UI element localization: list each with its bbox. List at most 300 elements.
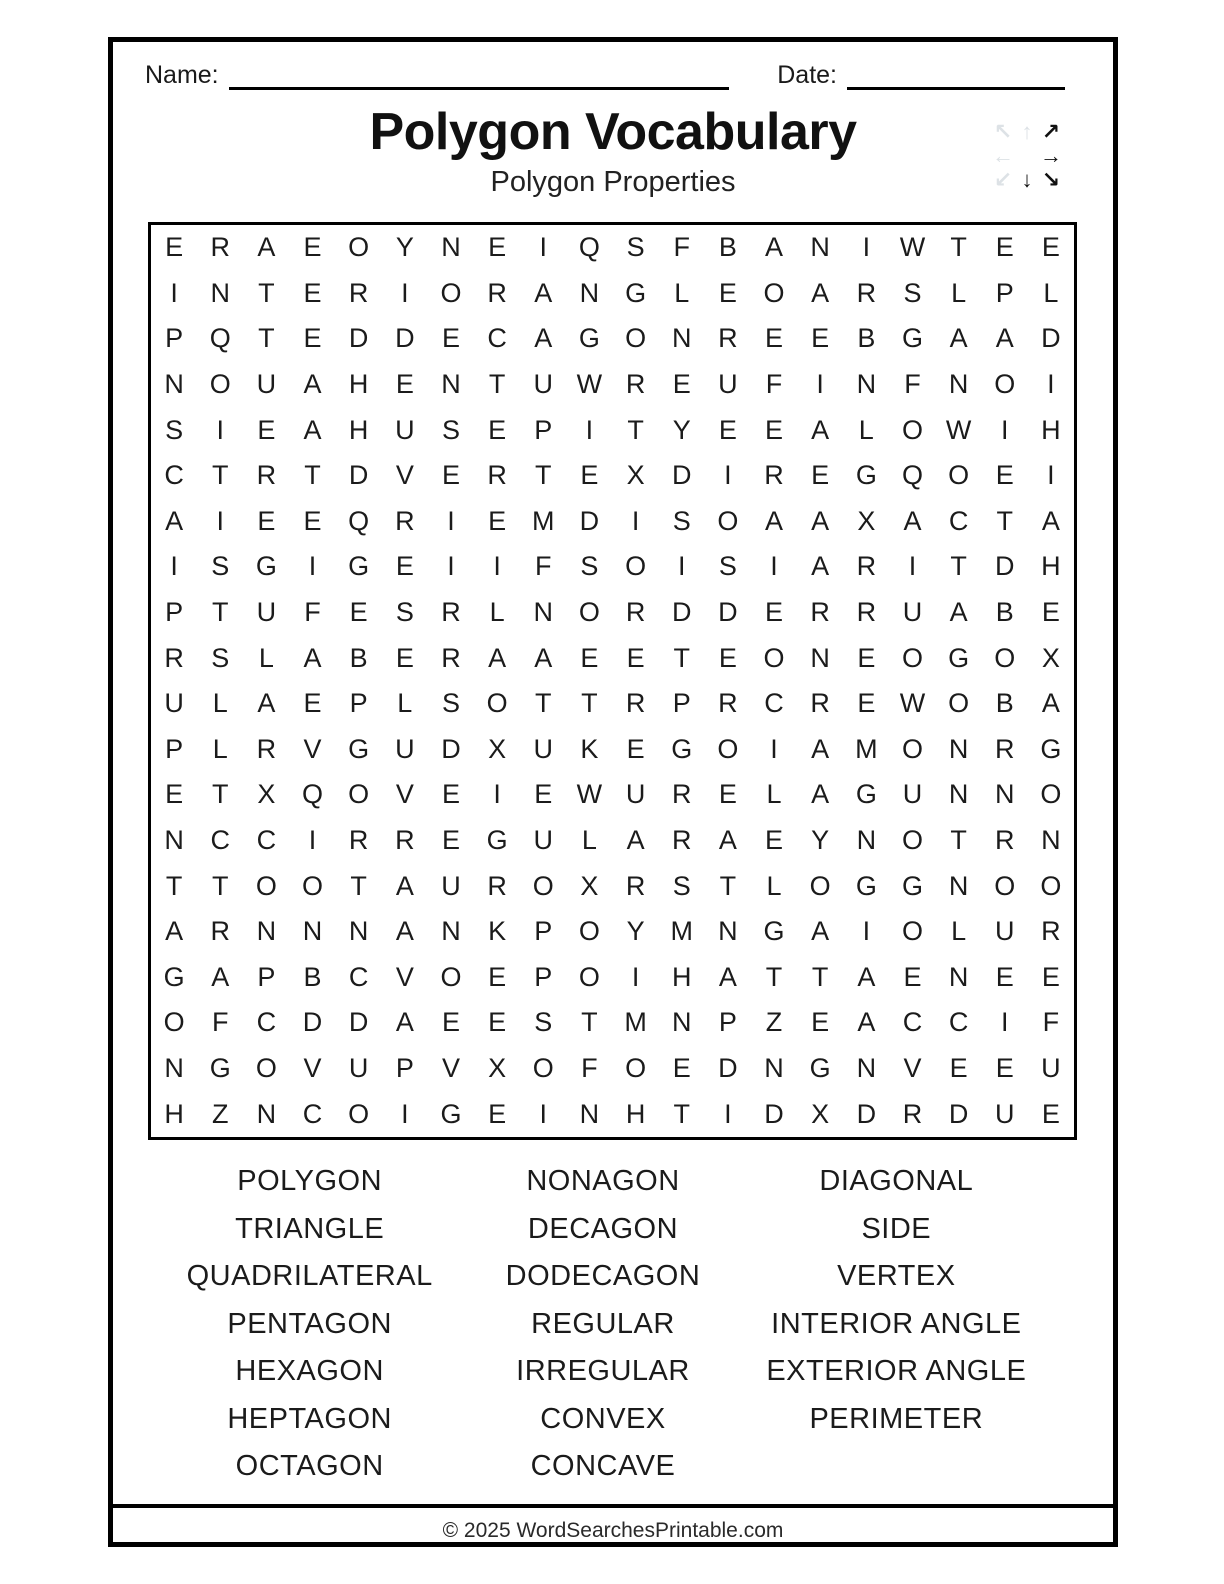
grid-letter: X: [1041, 642, 1060, 673]
arrow-left-icon: ←: [992, 143, 1014, 168]
grid-letter: A: [811, 916, 830, 947]
grid-letter: N: [441, 916, 461, 947]
grid-letter: E: [811, 323, 830, 354]
grid-letter: H: [348, 414, 369, 445]
grid-letter: C: [256, 825, 277, 856]
grid-letter: E: [1041, 232, 1060, 263]
grid-letter: S: [534, 1007, 553, 1038]
word-list-item: REGULAR: [531, 1307, 675, 1340]
grid-letter: O: [901, 733, 923, 764]
grid-letter: I: [447, 505, 455, 536]
grid-letter: N: [302, 916, 323, 947]
grid-letter: R: [671, 825, 692, 856]
grid-letter: F: [765, 369, 783, 400]
grid-letter: A: [857, 1007, 876, 1038]
grid-letter: E: [718, 277, 737, 308]
grid-letter: P: [672, 688, 691, 719]
word-list-item: HEPTAGON: [227, 1402, 392, 1435]
grid-letter: P: [165, 323, 184, 354]
grid-letter: E: [165, 232, 184, 263]
grid-letter: E: [765, 825, 784, 856]
grid-letter: O: [440, 277, 462, 308]
word-list-item: PERIMETER: [809, 1402, 984, 1435]
grid-letter: O: [809, 870, 831, 901]
grid-letter: I: [724, 1098, 732, 1129]
grid-letter: U: [395, 414, 415, 445]
grid-letter: T: [627, 414, 644, 445]
grid-letter: X: [626, 460, 645, 491]
grid-letter: G: [901, 323, 923, 354]
grid-letter: O: [901, 916, 923, 947]
grid-letter: P: [257, 961, 276, 992]
arrow-down-right-icon: ↘: [1041, 167, 1061, 192]
grid-letter: C: [256, 1007, 277, 1038]
grid-letter: I: [170, 277, 178, 308]
grid-letter: T: [488, 369, 506, 400]
grid-letter: O: [255, 1053, 277, 1084]
grid-letter: V: [441, 1053, 460, 1084]
grid-letter: W: [945, 414, 972, 445]
grid-letter: A: [257, 232, 276, 263]
grid-letter: U: [995, 1098, 1015, 1129]
grid-letter: E: [580, 642, 599, 673]
grid-letter: E: [857, 642, 876, 673]
grid-letter: R: [210, 232, 230, 263]
grid-letter: R: [671, 779, 692, 810]
word-list-item: CONVEX: [540, 1402, 666, 1435]
grid-letter: D: [671, 597, 692, 628]
grid-letter: A: [811, 779, 830, 810]
grid-letter: R: [487, 870, 507, 901]
grid-letter: P: [534, 961, 553, 992]
grid-letter: U: [533, 369, 554, 400]
name-date-row: [145, 60, 1065, 90]
grid-letter: L: [1043, 277, 1059, 308]
worksheet-page: [108, 37, 1118, 1547]
grid-letter: A: [211, 961, 230, 992]
grid-letter: O: [302, 870, 324, 901]
grid-letter: P: [395, 1053, 414, 1084]
grid-letter: A: [395, 1007, 414, 1038]
grid-letter: E: [765, 414, 784, 445]
grid-letter: E: [995, 1053, 1014, 1084]
word-list-item: DODECAGON: [505, 1260, 701, 1292]
grid-letter: I: [862, 232, 871, 263]
grid-letter: V: [903, 1053, 922, 1084]
arrow-up-icon: ↑: [1021, 119, 1033, 144]
grid-letter: S: [441, 688, 460, 719]
grid-letter: T: [258, 323, 275, 354]
grid-letter: R: [625, 870, 646, 901]
grid-letter: N: [441, 369, 461, 400]
grid-letter: E: [441, 825, 460, 856]
grid-letter: R: [764, 460, 784, 491]
word-list-item: SIDE: [861, 1212, 932, 1245]
grid-letter: I: [631, 961, 640, 992]
grid-letter: U: [348, 1053, 369, 1084]
word-list-item: POLYGON: [237, 1165, 383, 1197]
grid-letter: Y: [811, 825, 830, 856]
grid-letter: T: [211, 460, 229, 491]
grid-letter: E: [257, 414, 276, 445]
grid-letter: K: [580, 733, 599, 764]
grid-letter: I: [216, 414, 224, 445]
grid-letter: V: [395, 460, 414, 491]
grid-letter: R: [718, 688, 738, 719]
grid-letter: R: [256, 460, 277, 491]
grid-letter: E: [303, 232, 322, 263]
page-subtitle: Polygon Properties: [490, 166, 736, 198]
grid-letter: P: [718, 1007, 737, 1038]
grid-letter: E: [811, 460, 830, 491]
grid-letter: R: [441, 642, 461, 673]
grid-letter: I: [493, 551, 501, 582]
grid-letter: T: [811, 961, 829, 992]
grid-letter: N: [948, 961, 969, 992]
grid-letter: C: [302, 1098, 323, 1129]
word-list: [163, 1158, 1043, 1491]
grid-letter: G: [671, 733, 693, 764]
grid-letter: M: [855, 733, 878, 764]
grid-letter: B: [995, 597, 1014, 628]
grid-letter: Y: [672, 414, 691, 445]
grid-letter: V: [395, 779, 414, 810]
grid-letter: R: [625, 597, 646, 628]
grid-letter: B: [718, 232, 737, 263]
grid-letter: O: [578, 961, 600, 992]
grid-letter: S: [580, 551, 599, 582]
grid-letter: U: [718, 369, 738, 400]
grid-letter: O: [994, 870, 1016, 901]
grid-letter: D: [579, 505, 600, 536]
word-list-item: EXTERIOR ANGLE: [766, 1355, 1027, 1387]
grid-letter: R: [164, 642, 184, 673]
word-list-column: [750, 1158, 1043, 1491]
grid-letter: T: [950, 232, 967, 263]
grid-letter: R: [210, 916, 230, 947]
grid-letter: A: [718, 825, 737, 856]
grid-letter: F: [535, 551, 552, 582]
grid-letter: C: [948, 1007, 969, 1038]
grid-letter: G: [763, 916, 785, 947]
grid-letter: U: [395, 733, 415, 764]
grid-letter: H: [671, 961, 692, 992]
grid-letter: C: [210, 825, 230, 856]
grid-letter: C: [902, 1007, 923, 1038]
grid-letter: I: [308, 551, 317, 582]
grid-letter: A: [811, 733, 830, 764]
grid-letter: N: [671, 323, 692, 354]
grid-letter: Q: [901, 460, 923, 491]
grid-letter: E: [395, 642, 414, 673]
grid-letter: N: [995, 779, 1015, 810]
grid-letter: O: [948, 460, 970, 491]
grid-letter: A: [903, 505, 922, 536]
grid-letter: G: [855, 870, 877, 901]
grid-letter: S: [211, 642, 230, 673]
grid-letter: E: [811, 1007, 830, 1038]
grid-letter: D: [1041, 323, 1061, 354]
grid-letter: N: [856, 369, 877, 400]
grid-letter: D: [948, 1098, 969, 1129]
grid-letter: A: [811, 414, 830, 445]
grid-letter: X: [488, 1053, 507, 1084]
grid-letter: E: [765, 597, 784, 628]
word-list-item: PENTAGON: [227, 1307, 392, 1340]
grid-letter: S: [165, 414, 184, 445]
grid-letter: O: [348, 779, 370, 810]
grid-letter: T: [165, 870, 183, 901]
grid-letter: C: [164, 460, 184, 491]
grid-letter: G: [440, 1098, 462, 1129]
grid-letter: O: [994, 642, 1016, 673]
grid-letter: T: [535, 460, 552, 491]
grid-letter: R: [856, 551, 877, 582]
grid-letter: D: [671, 460, 692, 491]
grid-letter: R: [348, 825, 369, 856]
grid-letter: R: [487, 277, 507, 308]
grid-letter: A: [995, 323, 1014, 354]
grid-letter: O: [901, 642, 923, 673]
word-directions-icon: [991, 120, 1063, 192]
grid-letter: I: [308, 825, 317, 856]
grid-letter: O: [763, 277, 785, 308]
grid-letter: O: [625, 551, 647, 582]
grid-letter: A: [765, 232, 784, 263]
grid-letter: S: [395, 597, 414, 628]
grid-letter: O: [625, 323, 647, 354]
grid-letter: Q: [348, 505, 370, 536]
grid-letter: G: [855, 779, 877, 810]
grid-letter: O: [901, 825, 923, 856]
grid-letter: W: [576, 779, 603, 810]
grid-letter: Y: [626, 916, 645, 947]
grid-letter: E: [303, 505, 322, 536]
grid-letter: O: [348, 1098, 370, 1129]
grid-letter: L: [212, 688, 228, 719]
word-list-item: DIAGONAL: [819, 1165, 974, 1197]
grid-letter: D: [764, 1098, 784, 1129]
grid-letter: I: [447, 551, 455, 582]
grid-letter: C: [764, 688, 784, 719]
grid-letter: T: [304, 460, 321, 491]
grid-letter: L: [489, 597, 505, 628]
grid-letter: C: [487, 323, 507, 354]
grid-letter: O: [994, 369, 1016, 400]
grid-letter: D: [718, 1053, 738, 1084]
grid-letter: E: [488, 1098, 507, 1129]
grid-letter: B: [995, 688, 1014, 719]
grid-letter: I: [677, 551, 686, 582]
grid-letter: E: [1041, 961, 1060, 992]
grid-letter: N: [256, 1098, 277, 1129]
grid-letter: E: [626, 642, 645, 673]
grid-letter: N: [856, 825, 877, 856]
grid-letter: H: [348, 369, 369, 400]
grid-letter: P: [534, 414, 553, 445]
grid-letter: I: [1001, 414, 1009, 445]
word-list-column: [163, 1158, 456, 1491]
grid-letter: F: [904, 369, 921, 400]
arrow-up-right-icon: ↗: [1041, 119, 1061, 144]
word-list-item: OCTAGON: [235, 1450, 384, 1482]
grid-letter: A: [534, 323, 553, 354]
grid-letter: E: [395, 551, 414, 582]
grid-letter: N: [856, 1053, 877, 1084]
grid-letter: P: [165, 733, 184, 764]
grid-letter: A: [626, 825, 645, 856]
grid-letter: O: [625, 1053, 647, 1084]
word-list-item: VERTEX: [837, 1260, 956, 1292]
grid-letter: N: [533, 597, 554, 628]
grid-letter: N: [348, 916, 369, 947]
word-list-item: INTERIOR ANGLE: [771, 1307, 1022, 1340]
grid-letter: A: [949, 597, 968, 628]
grid-letter: G: [948, 642, 970, 673]
grid-letter: S: [672, 505, 691, 536]
grid-letter: R: [395, 505, 415, 536]
grid-letter: T: [673, 1098, 690, 1129]
grid-letter: A: [257, 688, 276, 719]
word-list-item: IRREGULAR: [516, 1355, 690, 1387]
grid-letter: R: [856, 597, 877, 628]
grid-letter: O: [255, 870, 277, 901]
grid-letter: N: [1041, 825, 1061, 856]
grid-letter: L: [258, 642, 274, 673]
date-input-line[interactable]: [847, 60, 1065, 90]
grid-letter: N: [810, 232, 830, 263]
grid-letter: O: [532, 1053, 554, 1084]
grid-letter: T: [950, 551, 967, 582]
grid-letter: T: [950, 825, 967, 856]
grid-letter: N: [579, 277, 600, 308]
grid-letter: I: [401, 1098, 409, 1129]
grid-letter: N: [810, 642, 830, 673]
grid-letter: R: [441, 597, 461, 628]
grid-letter: R: [1041, 916, 1061, 947]
arrow-center-spacer: [1015, 144, 1039, 168]
grid-letter: O: [578, 597, 600, 628]
grid-letter: N: [210, 277, 230, 308]
grid-letter: H: [1041, 551, 1061, 582]
grid-letter: W: [899, 688, 926, 719]
grid-letter: E: [441, 323, 460, 354]
grid-letter: E: [488, 505, 507, 536]
grid-letter: L: [212, 733, 228, 764]
grid-letter: O: [163, 1007, 185, 1038]
grid-letter: E: [395, 369, 414, 400]
grid-letter: Q: [302, 779, 324, 810]
grid-letter: P: [349, 688, 368, 719]
grid-letter: T: [719, 870, 737, 901]
grid-letter: N: [441, 232, 461, 263]
grid-letter: G: [578, 323, 600, 354]
grid-letter: C: [348, 961, 369, 992]
word-list-item: HEXAGON: [235, 1355, 384, 1387]
grid-letter: P: [995, 277, 1014, 308]
grid-letter: T: [535, 688, 552, 719]
grid-letter: C: [948, 505, 969, 536]
grid-letter: N: [764, 1053, 784, 1084]
grid-letter: I: [493, 779, 501, 810]
grid-letter: G: [855, 460, 877, 491]
grid-letter: I: [724, 460, 732, 491]
grid-letter: N: [164, 369, 184, 400]
grid-letter: N: [671, 1007, 692, 1038]
grid-letter: A: [303, 642, 322, 673]
grid-letter: E: [441, 460, 460, 491]
grid-letter: M: [532, 505, 555, 536]
grid-letter: N: [256, 916, 277, 947]
grid-letter: X: [488, 733, 507, 764]
grid-letter: K: [488, 916, 507, 947]
grid-letter: O: [717, 733, 739, 764]
grid-letter: N: [948, 870, 969, 901]
grid-letter: L: [951, 277, 967, 308]
grid-letter: P: [534, 916, 553, 947]
grid-letter: O: [532, 870, 554, 901]
grid-letter: A: [488, 642, 507, 673]
grid-letter: V: [395, 961, 414, 992]
grid-letter: E: [303, 323, 322, 354]
grid-letter: G: [486, 825, 508, 856]
grid-letter: G: [255, 551, 277, 582]
grid-letter: U: [1041, 1053, 1061, 1084]
grid-letter: E: [580, 460, 599, 491]
grid-letter: G: [348, 733, 370, 764]
grid-letter: I: [585, 414, 594, 445]
grid-letter: I: [170, 551, 178, 582]
grid-letter: I: [770, 551, 778, 582]
grid-letter: O: [1040, 870, 1062, 901]
grid-letter: E: [441, 779, 460, 810]
grid-letter: L: [397, 688, 413, 719]
grid-letter: R: [625, 688, 646, 719]
grid-letter: E: [488, 232, 507, 263]
grid-letter: I: [1001, 1007, 1009, 1038]
grid-letter: E: [672, 1053, 691, 1084]
grid-letter: N: [948, 779, 969, 810]
grid-letter: V: [303, 733, 322, 764]
grid-letter: I: [816, 369, 824, 400]
grid-letter: X: [811, 1098, 830, 1129]
grid-letter: L: [951, 916, 967, 947]
grid-letter: U: [533, 733, 554, 764]
grid-letter: S: [672, 870, 691, 901]
arrow-down-icon: ↓: [1021, 167, 1033, 192]
grid-letter: D: [348, 460, 369, 491]
grid-letter: I: [216, 505, 224, 536]
date-label: Date:: [777, 61, 837, 89]
grid-letter: T: [581, 688, 598, 719]
grid-letter: T: [211, 870, 229, 901]
grid-letter: E: [534, 779, 553, 810]
grid-letter: I: [401, 277, 409, 308]
grid-letter: D: [348, 323, 369, 354]
grid-letter: O: [1040, 779, 1062, 810]
grid-letter: R: [395, 825, 415, 856]
name-input-line[interactable]: [229, 60, 730, 90]
grid-letter: G: [809, 1053, 831, 1084]
grid-letter: N: [164, 825, 184, 856]
grid-letter: E: [441, 1007, 460, 1038]
grid-letter: B: [349, 642, 368, 673]
grid-letter: R: [856, 277, 877, 308]
grid-letter: F: [1042, 1007, 1060, 1038]
grid-letter: Z: [765, 1007, 783, 1038]
grid-letter: R: [995, 733, 1015, 764]
grid-letter: U: [902, 779, 923, 810]
